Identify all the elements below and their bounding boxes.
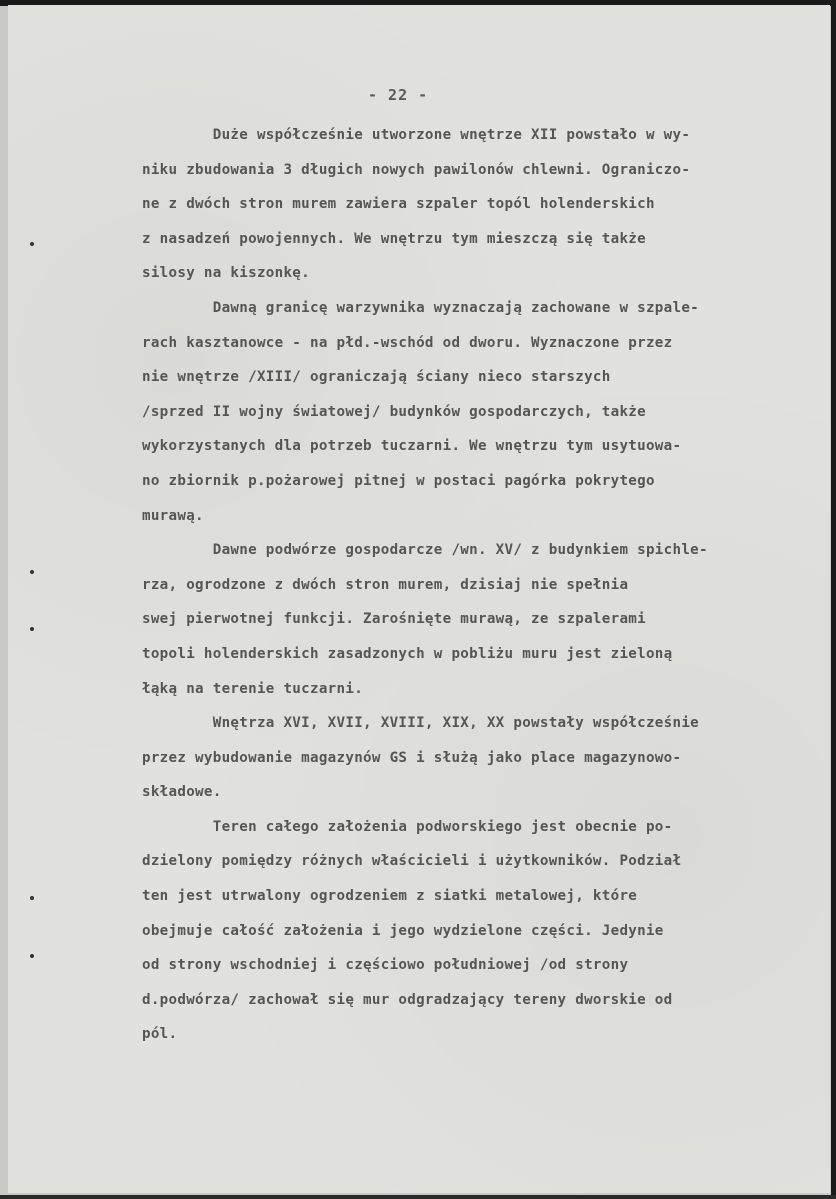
text-line: Wnętrza XVI, XVII, XVIII, XIX, XX powstały współcześnie <box>142 715 700 732</box>
text-line: Teren całego założenia podworskiego jest obecnie po- <box>142 818 673 835</box>
text-line: przez wybudowanie magazynów GS i służą jako place magazynowo- <box>142 749 682 766</box>
text-line: rza, ogrodzone z dwóch stron murem, dzisiaj nie spełnia <box>142 576 629 593</box>
text-line: no zbiornik p.pożarowej pitnej w postaci pagórka pokrytego <box>142 472 655 489</box>
text-line: topoli holenderskich zasadzonych w pobliżu muru jest zieloną <box>142 645 673 662</box>
text-line: ten jest utrwalony ogrodzeniem z siatki metalowej, które <box>142 888 638 905</box>
text-line: składowe. <box>142 784 222 801</box>
page-number: - 22 - <box>368 86 429 104</box>
text-line: łąką na terenie tuczarni. <box>142 680 364 697</box>
text-line: /sprzed II wojny światowej/ budynków gospodarczych, także <box>142 403 646 420</box>
text-line: od strony wschodniej i częściowo południowej /od strony <box>142 957 629 974</box>
text-line: pól. <box>142 1026 178 1043</box>
text-line: ne z dwóch stron murem zawiera szpaler topól holenderskich <box>142 196 655 213</box>
body-text <box>142 118 802 1052</box>
scan-bottom-edge <box>0 1195 836 1199</box>
text-line: dzielony pomiędzy różnych właścicieli i użytkowników. Podział <box>142 853 682 870</box>
text-line: z nasadzeń powojennych. We wnętrzu tym mieszczą się także <box>142 230 646 247</box>
text-line: wykorzystanych dla potrzeb tuczarni. We wnętrzu tym usytuowa- <box>142 438 682 455</box>
margin-punch-mark <box>30 954 34 958</box>
margin-punch-mark <box>30 627 34 631</box>
margin-punch-mark <box>30 896 34 900</box>
text-line: d.podwórza/ zachował się mur odgradzający tereny dworskie od <box>142 991 673 1008</box>
text-line: swej pierwotnej funkcji. Zarośnięte murawą, ze szpalerami <box>142 611 646 628</box>
text-line: rach kasztanowce - na płd.-wschód od dworu. Wyznaczone przez <box>142 334 673 351</box>
text-line: murawą. <box>142 507 204 524</box>
margin-punch-mark <box>30 570 34 574</box>
text-line: Dawną granicę warzywnika wyznaczają zachowane w szpale- <box>142 299 700 316</box>
margin-punch-mark <box>30 242 34 246</box>
scan-right-edge <box>831 0 836 1199</box>
text-line: obejmuje całość założenia i jego wydzielone części. Jedynie <box>142 922 664 939</box>
text-line: silosy na kiszonkę. <box>142 265 310 282</box>
text-line: nie wnętrze /XIII/ ograniczają ściany nieco starszych <box>142 369 611 386</box>
text-line: Dawne podwórze gospodarcze /wn. XV/ z budynkiem spichle- <box>142 542 708 559</box>
text-line: Duże współcześnie utworzone wnętrze XII powstało w wy- <box>142 127 691 143</box>
text-line: niku zbudowania 3 długich nowych pawilonów chlewni. Ograniczo- <box>142 161 691 178</box>
